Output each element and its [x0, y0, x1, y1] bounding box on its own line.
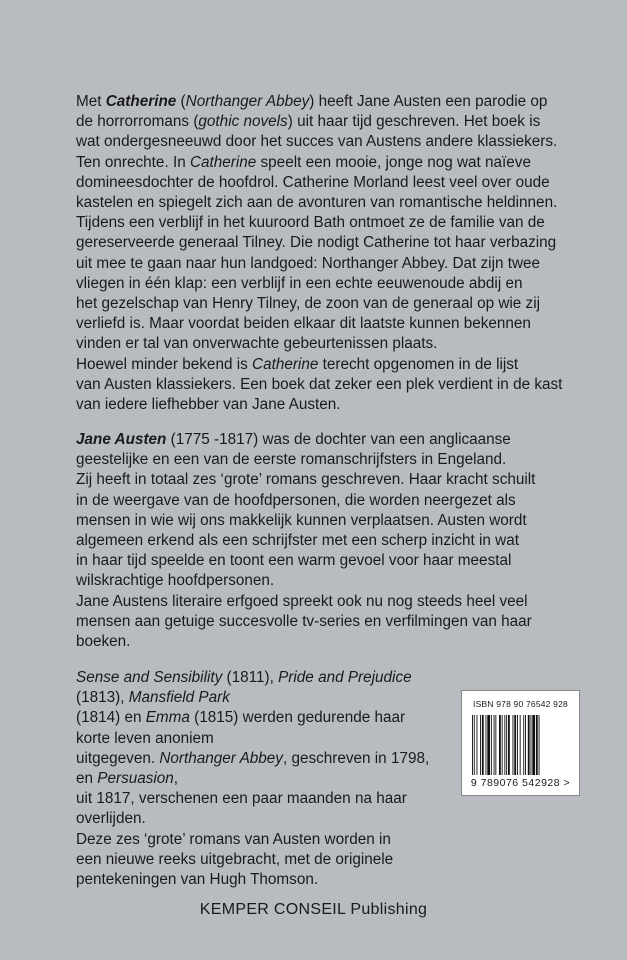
text-line: pentekeningen van Hugh Thomson. — [76, 871, 319, 889]
text-line: Jane Austen (1775 -1817) was de dochter van een anglicaanse — [76, 431, 511, 448]
text-line: Hoewel minder bekend is Catherine terecht opgenomen in de lijst — [76, 355, 519, 373]
text-line: boeken. — [76, 633, 131, 651]
text-line: mensen aan getuige succesvolle tv-series en verfilmingen van haar — [76, 612, 532, 630]
text-line: Sense and Sensibility (1811), Pride and Prejudice (1813), Mansfield Park — [76, 669, 412, 707]
text-line: overlijden. — [76, 810, 146, 828]
text-line: vliegen in één klap: een verblijf in een echte eeuwenoude abdij en — [76, 274, 523, 292]
text-line: uitgegeven. Northanger Abbey, geschreven in 1798, en Persuasion, — [76, 749, 430, 788]
text-line: het gezelschap van Henry Tilney, de zoon van de generaal op wie zij — [76, 295, 541, 313]
author-paragraph — [76, 430, 576, 652]
text-line: de horrorromans (gothic novels) uit haar tijd geschreven. Het boek is — [76, 113, 541, 131]
text-line: geestelijke en een van de eerste romanschrijfsters in Engeland. — [76, 451, 507, 469]
text-line: wilskrachtige hoofdpersonen. — [76, 572, 275, 590]
text-line: vinden er tal van onverwachte gebeurtenissen plaats. — [76, 335, 438, 353]
description-paragraph — [76, 92, 576, 415]
text-line: van Austen klassiekers. Een boek dat zeker een plek verdient in de kast — [76, 375, 563, 393]
text-line: verliefd is. Maar voordat beiden elkaar dit laatste kunnen bekennen — [76, 315, 531, 333]
text-line: gereserveerde generaal Tilney. Die nodigt Catherine tot haar verbazing — [76, 234, 557, 252]
text-line: van iedere liefhebber van Jane Austen. — [76, 396, 341, 414]
series-paragraph — [76, 668, 436, 890]
text-line: uit 1817, verschenen een paar maanden na haar — [76, 790, 407, 808]
text-line: Met Catherine (Northanger Abbey) heeft Jane Austen een parodie op — [76, 93, 548, 110]
text-line: een nieuwe reeks uitgebracht, met de originele — [76, 850, 394, 868]
text-line: uit mee te gaan naar hun landgoed: Northanger Abbey. Dat zijn twee — [76, 254, 541, 272]
text-line: algemeen erkend als een schrijfster met een scherp inzicht in wat — [76, 532, 519, 550]
text-line: Jane Austens literaire erfgoed spreekt ook nu nog steeds heel veel — [76, 592, 528, 610]
text-line: Ten onrechte. In Catherine speelt een mooie, jonge nog wat naïeve — [76, 153, 531, 171]
text-line: domineesdochter de hoofdrol. Catherine Morland leest veel over oude — [76, 173, 550, 191]
barcode-bars — [470, 715, 571, 775]
text-line: Zij heeft in totaal zes ‘grote’ romans geschreven. Haar kracht schuilt — [76, 471, 536, 489]
isbn-label: ISBN 978 90 76542 928 — [473, 699, 568, 709]
publisher-name: KEMPER CONSEIL Publishing — [199, 901, 428, 918]
text-line: Tijdens een verblijf in het kuuroord Bath ontmoet ze de familie van de — [76, 214, 545, 232]
title-catherine: Catherine — [105, 93, 177, 110]
text-line: wat ondergesneeuwd door het succes van Austens andere klassiekers. — [76, 133, 558, 151]
text-line: (1814) en Emma (1815) werden gedurende haar korte leven anoniem — [76, 709, 406, 747]
author-name: Jane Austen — [76, 431, 167, 448]
text-line: Deze zes ‘grote’ romans van Austen worden in — [76, 830, 391, 848]
text-line: in haar tijd speelde en toont een warm gevoel voor haar meestal — [76, 552, 512, 570]
isbn-barcode — [461, 690, 580, 796]
barcode-digits: 9 789076 542928 > — [470, 777, 571, 789]
text-line: in de weergave van de hoofdpersonen, die worden neergezet als — [76, 491, 516, 509]
text-line: mensen in wie wij ons makkelijk kunnen verplaatsen. Austen wordt — [76, 511, 527, 529]
text-line: kastelen en spiegelt zich aan de avonturen van romantische heldinnen. — [76, 194, 558, 212]
